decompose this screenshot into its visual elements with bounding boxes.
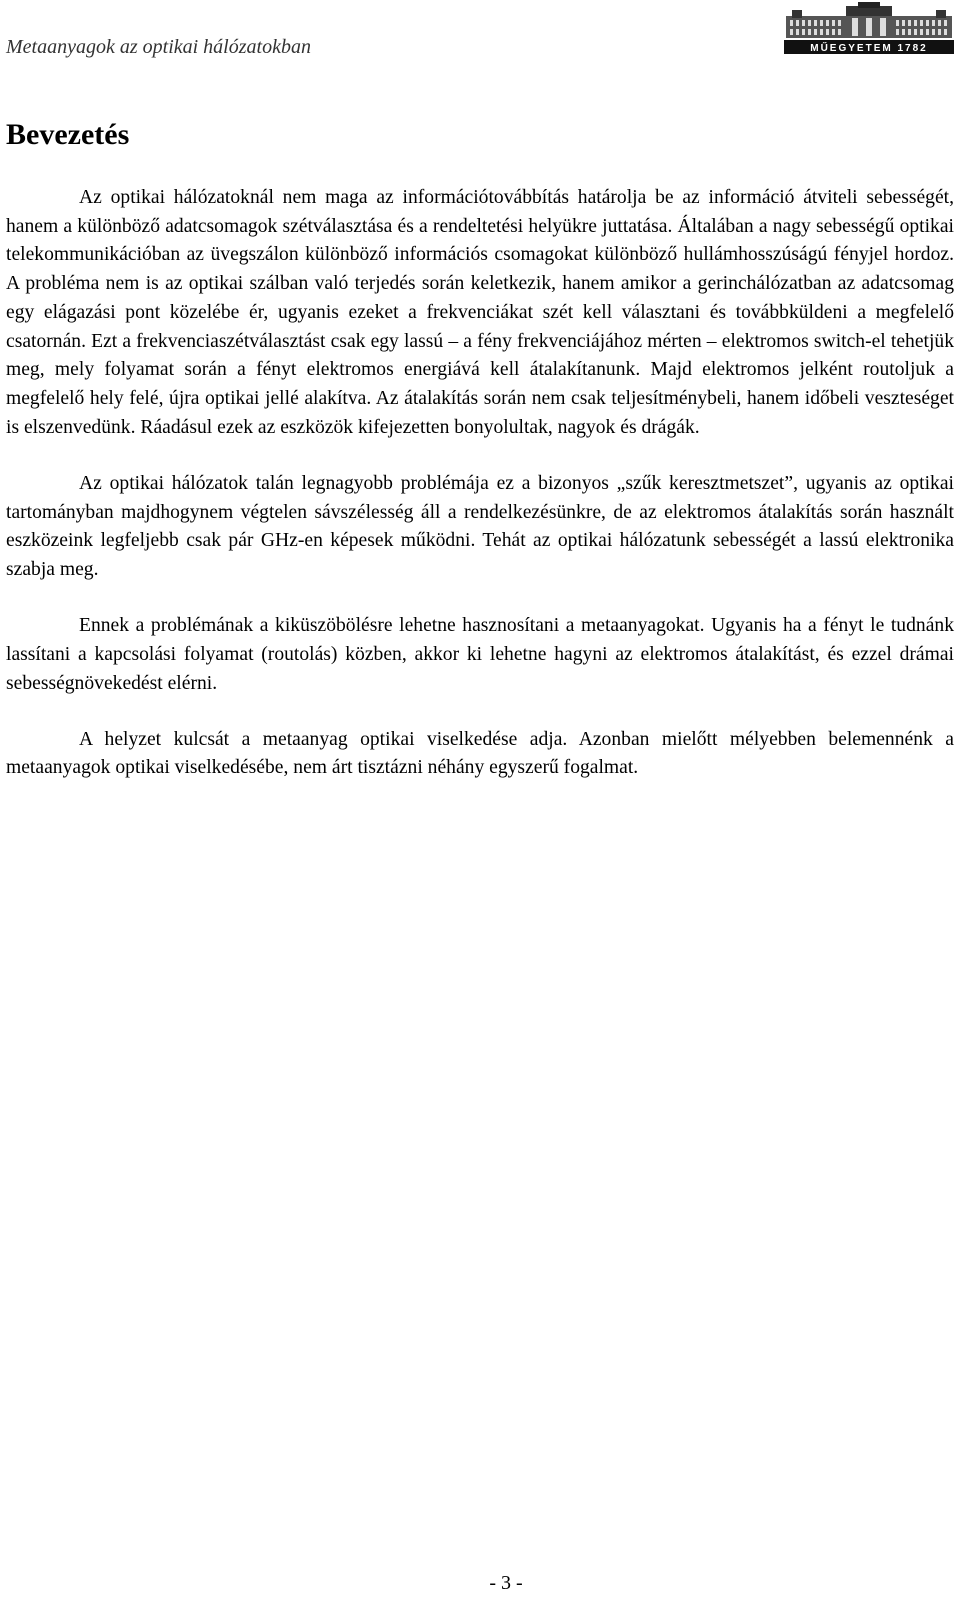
university-logo	[784, 2, 954, 54]
running-header: Metaanyagok az optikai hálózatokban	[6, 36, 311, 58]
paragraph-2: Az optikai hálózatok talán legnagyobb problémája ez a bizonyos „szűk keresztmetszet”, ugyanis az optikai tartományban majdhogynem végtelen sávszélesség áll a rendelkezésünkre, de az elektromos átalakítás során használt eszközeink legfeljebb csak pár GHz-en képesek működni. Tehát az optikai hálózatunk sebességét a lassú elektronika szabja meg.	[6, 472, 954, 580]
paragraph-3: Ennek a problémának a kiküszöbölésre lehetne hasznosítani a metaanyagokat. Ugyanis ha a fényt le tudnánk lassítani a kapcsolási folyamat (routolás) közben, akkor ki lehetne hagyni az elektromos átalakítást, és ezzel drámai sebességnövekedést elérni.	[6, 615, 954, 694]
page-number: - 3 -	[489, 1572, 523, 1594]
svg-text:MŰEGYETEM 1782: MŰEGYETEM 1782	[810, 43, 928, 54]
paragraph-4: A helyzet kulcsát a metaanyag optikai viselkedése adja. Azonban mielőtt mélyebben belemennénk a metaanyagok optikai viselkedésébe, nem árt tisztázni néhány egyszerű fogalmat.	[6, 728, 954, 779]
section-title: Bevezetés	[6, 118, 130, 151]
body-text	[6, 184, 954, 811]
paragraph-1: Az optikai hálózatoknál nem maga az információtovábbítás határolja be az információ átviteli sebességét, hanem a különböző adatcsomagok szétválasztása és a rendeltetési helyükre juttatása. Általában a nagy sebességű optikai telekommunikációban az üvegszálon különböző információs csomagokat különböző hullámhosszúságú fényjel hordoz. A probléma nem is az optikai szálban való terjedés során keletkezik, hanem amikor a gerinchálózatban az adatcsomag egy elágazási pont közelébe ér, ugyanis ezeket a frekvenciákat szét kell választani és továbbküldeni a megfelelő csatornán. Ezt a frekvenciaszétválasztást csak egy lassú – a fény frekvenciájához mérten – elektromos switch-el tehetjük meg, mely folyamat során a fényt elektromos energiává kell átalakítanunk. Majd elektromos jelként routoljuk a megfelelő hely felé, újra optikai jellé alakítva. Az átalakítás során nem csak teljesítménybeli, hanem időbeli veszteséget is elszenvedünk. Ráadásul ezek az eszközök kifejezetten bonyolultak, nagyok és drágák.	[6, 187, 954, 438]
